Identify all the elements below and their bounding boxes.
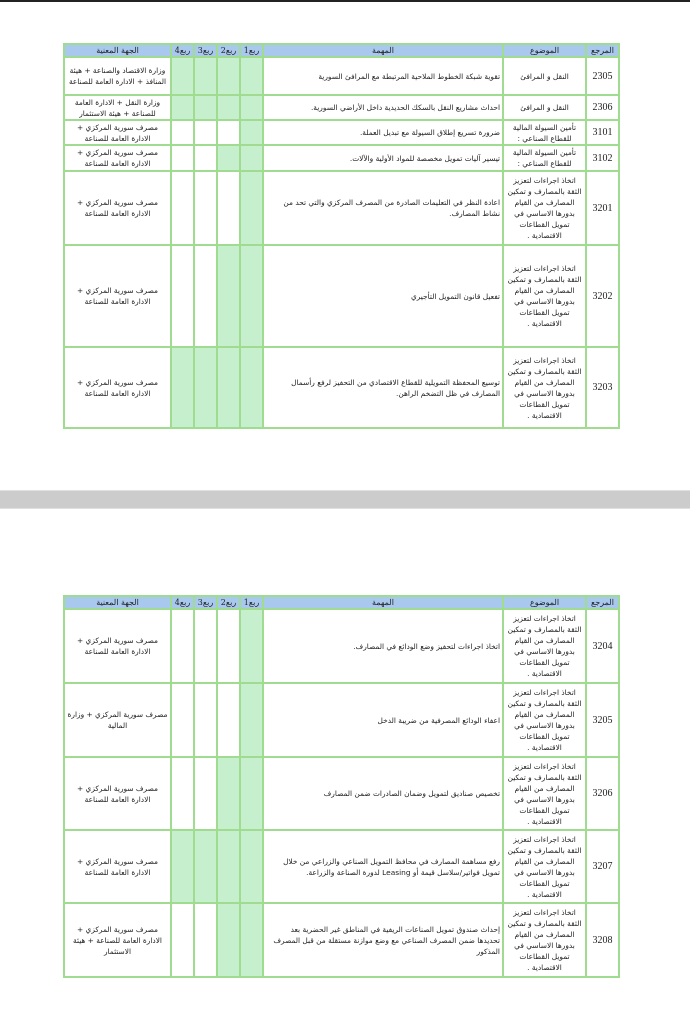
subject-cell: النقل و المرافئ — [504, 58, 585, 94]
ref-cell: 3201 — [587, 172, 618, 244]
quarter-cell-q4 — [172, 610, 193, 682]
ref-cell: 3208 — [587, 904, 618, 976]
quarter-cell-q1 — [241, 348, 262, 427]
entity-cell: مصرف سورية المركزي + الادارة العامة للصناعة — [65, 610, 170, 682]
subject-cell: تأمين السيولة المالية للقطاع الصناعي : — [504, 146, 585, 170]
quarter-cell-q3 — [195, 96, 216, 119]
task-cell: تقوية شبكة الخطوط الملاحية المرتبطة مع المرافئ السورية — [264, 58, 502, 94]
header-task: المهمة — [264, 597, 502, 608]
quarter-cell-q2 — [218, 172, 239, 244]
table-row — [65, 610, 618, 682]
quarter-cell-q3 — [195, 904, 216, 976]
task-cell: تخصيص صناديق لتمويل وضمان الصادرات ضمن المصارف — [264, 758, 502, 829]
entity-cell: وزارة الاقتصاد والصناعة + هيئة المنافذ + الادارة العامة للصناعة — [65, 58, 170, 94]
quarter-cell-q4 — [172, 121, 193, 144]
page-separator — [0, 490, 690, 509]
quarter-cell-q3 — [195, 831, 216, 902]
ref-cell: 3204 — [587, 610, 618, 682]
task-cell: ضرورة تسريع إطلاق السيولة مع تبديل العملة. — [264, 121, 502, 144]
ref-cell: 3101 — [587, 121, 618, 144]
table-row — [65, 121, 618, 144]
subject-cell: اتخاذ اجراءات لتعزيز الثقة بالمصارف و تمكين المصارف من القيام بدورها الاساسي في تمويل القطاعات الاقتصادية . — [504, 172, 585, 244]
header-q4: ربع4 — [172, 45, 193, 56]
header-subject: الموضوع — [504, 597, 585, 608]
subject-cell: اتخاذ اجراءات لتعزيز الثقة بالمصارف و تمكين المصارف من القيام بدورها الاساسي في تمويل القطاعات الاقتصادية . — [504, 610, 585, 682]
subject-cell: اتخاذ اجراءات لتعزيز الثقة بالمصارف و تمكين المصارف من القيام بدورها الاساسي في تمويل القطاعات الاقتصادية . — [504, 904, 585, 976]
quarter-cell-q2 — [218, 348, 239, 427]
task-cell: تفعيل قانون التمويل التأجيري — [264, 246, 502, 346]
task-cell: اعادة النظر في التعليمات الصادرة من المصرف المركزي والتي تحد من نشاط المصارف. — [264, 172, 502, 244]
quarter-cell-q4 — [172, 758, 193, 829]
quarter-cell-q1 — [241, 58, 262, 94]
ref-cell: 3207 — [587, 831, 618, 902]
task-cell: رفع مساهمة المصارف في محافظ التمويل الصناعي والزراعي من خلال تمويل فواتير/سلاسل قيمة أو Leasing لدورة الصناعة والزراعة. — [264, 831, 502, 902]
table-header-row — [65, 45, 618, 56]
quarter-cell-q3 — [195, 146, 216, 170]
header-q1: ربع1 — [241, 597, 262, 608]
header-ref: المرجع — [587, 45, 618, 56]
entity-cell: وزارة النقل + الادارة العامة للصناعة + هيئة الاستثمار — [65, 96, 170, 119]
table-row — [65, 146, 618, 170]
quarter-cell-q2 — [218, 684, 239, 756]
quarter-cell-q1 — [241, 904, 262, 976]
action-plan-table-page-2 — [63, 595, 620, 978]
table-row — [65, 904, 618, 976]
quarter-cell-q2 — [218, 96, 239, 119]
entity-cell: مصرف سورية المركزي + الادارة العامة للصناعة + هيئة الاستثمار — [65, 904, 170, 976]
quarter-cell-q3 — [195, 246, 216, 346]
subject-cell: اتخاذ اجراءات لتعزيز الثقة بالمصارف و تمكين المصارف من القيام بدورها الاساسي في تمويل القطاعات الاقتصادية . — [504, 246, 585, 346]
quarter-cell-q1 — [241, 96, 262, 119]
task-cell: اعفاء الودائع المصرفية من ضريبة الدخل — [264, 684, 502, 756]
entity-cell: مصرف سورية المركزي + الادارة العامة للصناعة — [65, 121, 170, 144]
header-subject: الموضوع — [504, 45, 585, 56]
quarter-cell-q3 — [195, 348, 216, 427]
quarter-cell-q4 — [172, 58, 193, 94]
quarter-cell-q4 — [172, 831, 193, 902]
subject-cell: اتخاذ اجراءات لتعزيز الثقة بالمصارف و تمكين المصارف من القيام بدورها الاساسي في تمويل القطاعات الاقتصادية . — [504, 758, 585, 829]
subject-cell: اتخاذ اجراءات لتعزيز الثقة بالمصارف و تمكين المصارف من القيام بدورها الاساسي في تمويل القطاعات الاقتصادية . — [504, 831, 585, 902]
quarter-cell-q2 — [218, 610, 239, 682]
quarter-cell-q2 — [218, 146, 239, 170]
quarter-cell-q1 — [241, 831, 262, 902]
quarter-cell-q3 — [195, 684, 216, 756]
quarter-cell-q1 — [241, 121, 262, 144]
quarter-cell-q4 — [172, 904, 193, 976]
quarter-cell-q2 — [218, 246, 239, 346]
action-plan-table-page-1 — [63, 43, 620, 429]
quarter-cell-q1 — [241, 172, 262, 244]
ref-cell: 3203 — [587, 348, 618, 427]
task-cell: اتخاذ اجراءات لتحفيز وضع الودائع في المصارف. — [264, 610, 502, 682]
task-cell: توسيع المحفظة التمويلية للقطاع الاقتصادي من التحفيز لرفع رأسمال المصارف في ظل التضخم الراهن. — [264, 348, 502, 427]
table-row — [65, 831, 618, 902]
quarter-cell-q4 — [172, 172, 193, 244]
quarter-cell-q3 — [195, 758, 216, 829]
quarter-cell-q2 — [218, 121, 239, 144]
table-row — [65, 96, 618, 119]
quarter-cell-q1 — [241, 610, 262, 682]
entity-cell: مصرف سورية المركزي + الادارة العامة للصناعة — [65, 172, 170, 244]
header-q4: ربع4 — [172, 597, 193, 608]
ref-cell: 3205 — [587, 684, 618, 756]
quarter-cell-q3 — [195, 58, 216, 94]
table-header-row — [65, 597, 618, 608]
entity-cell: مصرف سورية المركزي + الادارة العامة للصناعة — [65, 146, 170, 170]
quarter-cell-q1 — [241, 246, 262, 346]
header-q2: ربع2 — [218, 45, 239, 56]
quarter-cell-q4 — [172, 684, 193, 756]
subject-cell: اتخاذ اجراءات لتعزيز الثقة بالمصارف و تمكين المصارف من القيام بدورها الاساسي في تمويل القطاعات الاقتصادية . — [504, 348, 585, 427]
quarter-cell-q1 — [241, 684, 262, 756]
table-row — [65, 684, 618, 756]
entity-cell: مصرف سورية المركزي + الادارة العامة للصناعة — [65, 246, 170, 346]
table-row — [65, 246, 618, 346]
header-task: المهمة — [264, 45, 502, 56]
quarter-cell-q4 — [172, 146, 193, 170]
quarter-cell-q2 — [218, 758, 239, 829]
table-row — [65, 58, 618, 94]
task-cell: احداث مشاريع النقل بالسكك الحديدية داخل الأراضي السورية. — [264, 96, 502, 119]
header-q1: ربع1 — [241, 45, 262, 56]
quarter-cell-q2 — [218, 831, 239, 902]
subject-cell: تأمين السيولة المالية للقطاع الصناعي : — [504, 121, 585, 144]
header-q2: ربع2 — [218, 597, 239, 608]
quarter-cell-q1 — [241, 758, 262, 829]
ref-cell: 3206 — [587, 758, 618, 829]
top-edge-bar — [0, 0, 690, 2]
subject-cell: النقل و المرافئ — [504, 96, 585, 119]
quarter-cell-q3 — [195, 121, 216, 144]
quarter-cell-q3 — [195, 172, 216, 244]
task-cell: تيسير آليات تمويل مخصصة للمواد الأولية والآلات. — [264, 146, 502, 170]
table-row — [65, 348, 618, 427]
quarter-cell-q3 — [195, 610, 216, 682]
entity-cell: مصرف سورية المركزي + الادارة العامة للصناعة — [65, 348, 170, 427]
quarter-cell-q2 — [218, 58, 239, 94]
task-cell: إحداث صندوق تمويل الصناعات الريفية في المناطق غير الحضرية بعد تحديدها ضمن المصرف الصناعي مع وضع موازنة مستقلة من قبل المصرف المذكور — [264, 904, 502, 976]
table-row — [65, 172, 618, 244]
entity-cell: مصرف سورية المركزي + الادارة العامة للصناعة — [65, 758, 170, 829]
quarter-cell-q4 — [172, 246, 193, 346]
quarter-cell-q1 — [241, 146, 262, 170]
ref-cell: 3102 — [587, 146, 618, 170]
header-q3: ربع3 — [195, 45, 216, 56]
entity-cell: مصرف سورية المركزي + الادارة العامة للصناعة — [65, 831, 170, 902]
quarter-cell-q4 — [172, 96, 193, 119]
ref-cell: 2305 — [587, 58, 618, 94]
table-row — [65, 758, 618, 829]
header-entity: الجهة المعنية — [65, 45, 170, 56]
entity-cell: مصرف سورية المركزي + وزارة المالية — [65, 684, 170, 756]
header-ref: المرجع — [587, 597, 618, 608]
ref-cell: 2306 — [587, 96, 618, 119]
header-entity: الجهة المعنية — [65, 597, 170, 608]
quarter-cell-q2 — [218, 904, 239, 976]
ref-cell: 3202 — [587, 246, 618, 346]
header-q3: ربع3 — [195, 597, 216, 608]
subject-cell: اتخاذ اجراءات لتعزيز الثقة بالمصارف و تمكين المصارف من القيام بدورها الاساسي في تمويل القطاعات الاقتصادية . — [504, 684, 585, 756]
quarter-cell-q4 — [172, 348, 193, 427]
